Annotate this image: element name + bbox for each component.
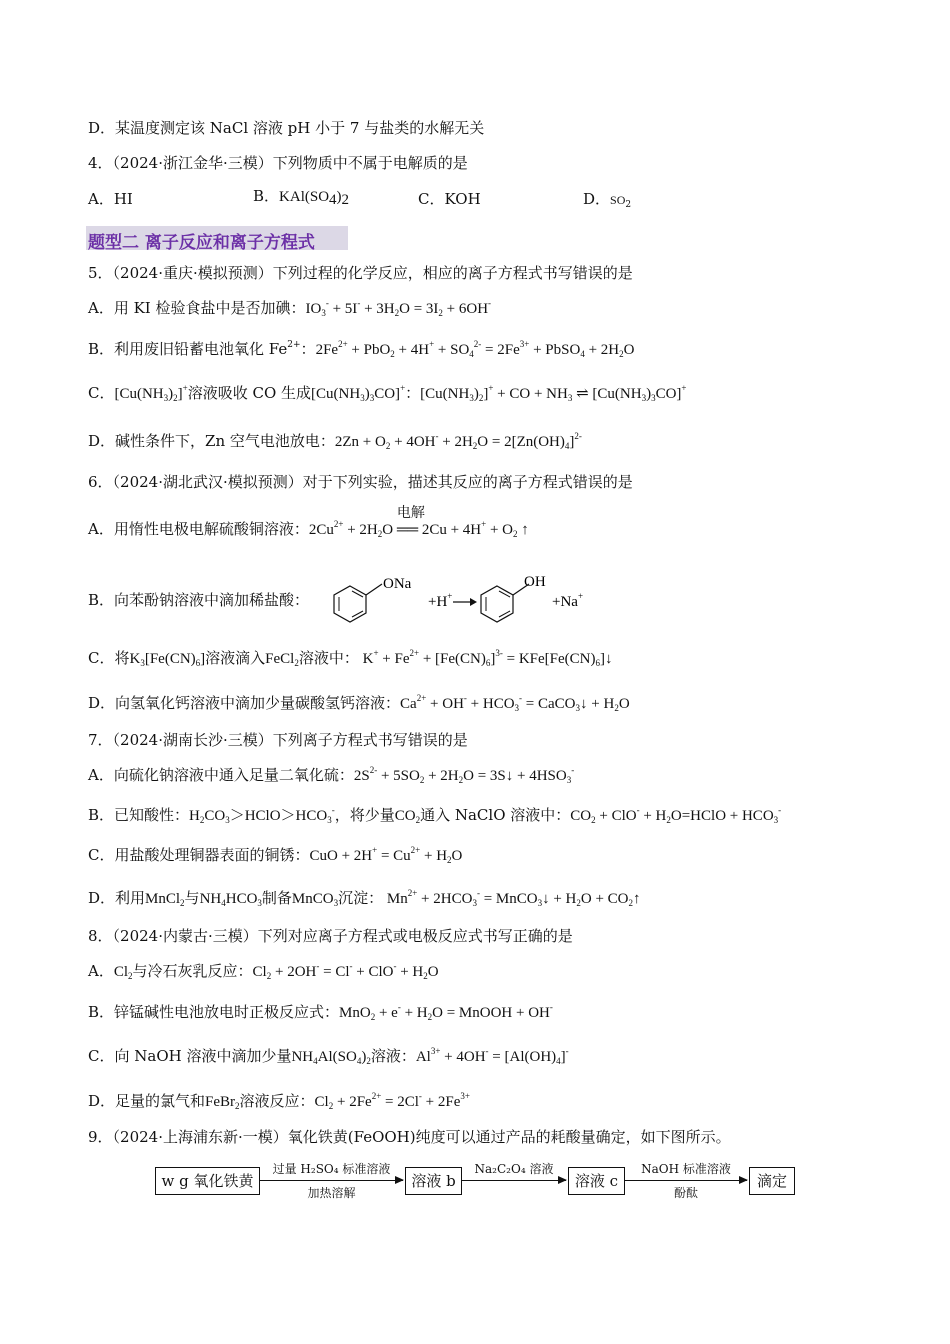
flow-arrow-3 bbox=[625, 1180, 747, 1181]
flow-box-titration: 滴定 bbox=[749, 1167, 795, 1195]
flow-box-solution-b: 溶液 b bbox=[405, 1167, 462, 1195]
oh-label: OH bbox=[524, 574, 546, 590]
q5-option-b: B．利用废旧铅蓄电池氧化 $Fe^{2+}$：$2Fe^{2+} + PbO_2 + 4H^+ + SO_4^{2-} = 2Fe^{3+}$ + PbSO$_4$ + $2H_2O$ bbox=[88, 339, 635, 359]
q7-option-a: A．向硫化钠溶液中通入足量二氧化硫：$2S^{2-} + 5SO_2 + 2H_2O$ = 3S↓ + $4HSO_3^-$ bbox=[88, 765, 575, 785]
flow-arrow-2-top: Na₂C₂O₄ 溶液 bbox=[474, 1162, 554, 1176]
q6-stem: 6．（2024·湖北武汉·模拟预测）对于下列实验，描述其反应的离子方程式错误的是 bbox=[88, 473, 633, 491]
q6-option-b-text: B．向苯酚钠溶液中滴加稀盐酸： bbox=[88, 591, 310, 609]
svg-text:+Na+: +Na+ bbox=[552, 591, 584, 610]
q4-stem: 4．（2024·浙江金华·三模）下列物质中不属于电解质的是 bbox=[88, 154, 468, 172]
q8-stem: 8．（2024·内蒙古·三模）下列对应离子方程式或电极反应式书写正确的是 bbox=[88, 927, 573, 945]
q4-option-d: D．$SO_2$ bbox=[583, 190, 632, 210]
q4-option-b: B．$KAl(SO_4)_2$ bbox=[253, 187, 350, 208]
q3-option-d: D．某温度测定该 NaCl 溶液 pH 小于 7 与盐类的水解无关 bbox=[88, 119, 485, 137]
q6-option-d: D．向氢氧化钙溶液中滴加少量碳酸氢钙溶液：$Ca^{2+} + OH^- + HCO_3^-$ = CaCO$_3$↓ + $H_2O$ bbox=[88, 693, 630, 713]
flow-arrow-1-top: 过量 H₂SO₄ 标准溶液 bbox=[272, 1162, 391, 1176]
flow-box-sample: w g 氧化铁黄 bbox=[155, 1167, 260, 1195]
q8-option-d: D．足量的氯气和FeBr$_2$溶液反应：$Cl_2 + 2Fe^{2+} = 2Cl^- + 2Fe^{3+}$ bbox=[88, 1091, 470, 1111]
section-header: 题型二 离子反应和离子方程式 bbox=[86, 226, 348, 250]
q7-option-c: C．用盐酸处理铜器表面的铜锈：CuO + $2H^+ = Cu^{2+} + H_2O$ bbox=[88, 845, 463, 865]
q5-option-c: C．$[Cu(NH_3)_2]^+$溶液吸收 CO 生成$[Cu(NH_3)_3CO]^+$：$[Cu(NH_3)_2]^+$ + CO + $NH_3$ ⇌ $[Cu(NH_3)_3CO]^+$ bbox=[88, 383, 687, 403]
q4-option-c: C．KOH bbox=[418, 190, 481, 208]
q7-option-d: D．利用MnCl$_2$与$NH_4HCO_3$制备MnCO$_3$沉淀： $Mn^{2+} + 2HCO_3^-$ = MnCO$_3$↓ + $H_2O$ + $CO_2↑$ bbox=[88, 888, 641, 908]
q8-option-a: A．$Cl_2$与冷石灰乳反应：$Cl_2 + 2OH^- = Cl^- + ClO^- + H_2O$ bbox=[88, 961, 439, 981]
phenol-reaction-diagram bbox=[330, 572, 620, 624]
ona-label: ONa bbox=[383, 576, 412, 592]
q7-stem: 7．（2024·湖南长沙·三模）下列离子方程式书写错误的是 bbox=[88, 731, 468, 749]
q5-option-a: A．用 KI 检验食盐中是否加碘：$IO_3^- + 5I^- + 3H_2O = 3I_2 + 6OH^-$ bbox=[88, 298, 492, 318]
svg-text:+H+: +H+ bbox=[428, 591, 453, 610]
q5-option-d: D．碱性条件下，Zn 空气电池放电：$2Zn + O_2 + 4OH^- + 2H_2O = 2[Zn(OH)_4]^{2-}$ bbox=[88, 431, 582, 451]
flow-arrow-3-bottom: 酚酞 bbox=[673, 1186, 698, 1200]
q8-option-c: C．向 NaOH 溶液中滴加少量$NH_4Al(SO_4)_2$溶液：$Al^{3+} + 4OH^- = [Al(OH)_4]^-$ bbox=[88, 1046, 569, 1066]
flow-arrow-3-top: NaOH 标准溶液 bbox=[641, 1162, 731, 1176]
q7-option-b: B．已知酸性：$H_2CO_3>HClO>HCO_3^-$，将少量$CO_2$通入 NaClO 溶液中：$CO_2 + ClO^-$ + $H_2O=HClO + HCO_3^-$ bbox=[88, 805, 782, 825]
q9-stem: 9．（2024·上海浦东新·一模）氧化铁黄(FeOOH)纯度可以通过产品的耗酸量确定，如下图所示。 bbox=[88, 1128, 731, 1146]
q6-option-c: C．将$K_3[Fe(CN)_6]$溶液滴入FeCl$_2$溶液中： $K^+ + Fe^{2+} + [Fe(CN)_6]^{3-}$ = $KFe[Fe(CN)_6]↓$ bbox=[88, 648, 613, 668]
flow-arrow-1-bottom: 加热溶解 bbox=[307, 1186, 356, 1200]
q9-flowchart bbox=[155, 1162, 795, 1202]
q5-stem: 5．（2024·重庆·模拟预测）下列过程的化学反应，相应的离子方程式书写错误的是 bbox=[88, 264, 633, 282]
q8-option-b: B．锌锰碱性电池放电时正极反应式：$MnO_2 + e^- + H_2O$ = MnOOH + OH- bbox=[88, 1002, 553, 1022]
flow-arrow-2 bbox=[462, 1180, 566, 1181]
flow-arrow-1 bbox=[260, 1180, 403, 1181]
q4-option-a: A．HI bbox=[88, 190, 133, 208]
q6-option-a: A．用惰性电极电解硫酸铜溶液：$2Cu^{2+} + 2H_2O$ 电解 ══ $2Cu + 4H^+ + O_2$ ↑ bbox=[88, 506, 529, 539]
flow-box-solution-c: 溶液 c bbox=[568, 1167, 625, 1195]
